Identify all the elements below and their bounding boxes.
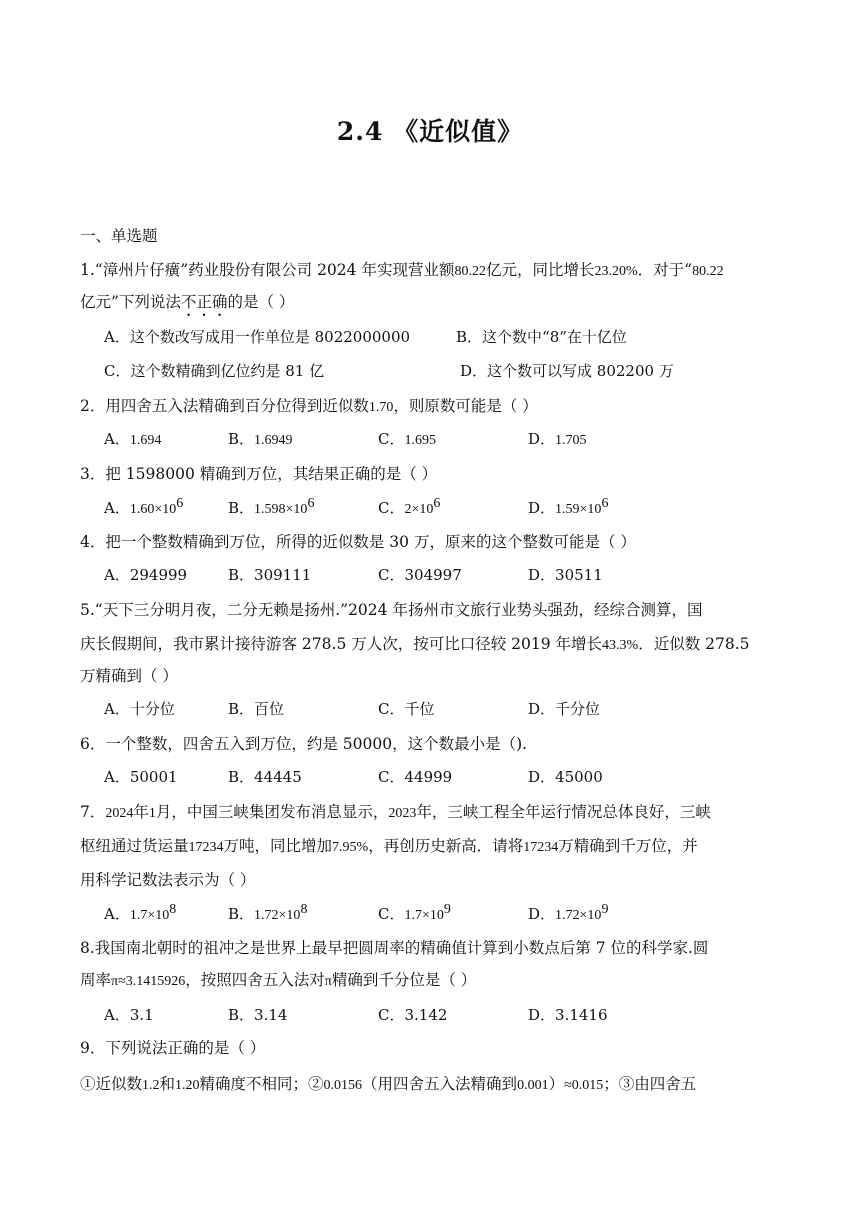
question-8-line-1: 8.我国南北朝时的祖冲之是世界上最早把圆周率的精确值计算到小数点后第 7 位的科学家.圆 [80,939,709,957]
question-4: 4．把一个整数精确到万位，所得的近似数是 30 万，原来的这个整数可能是（ ） [80,533,636,551]
q5-text: ．近似数 278.5 [638,635,750,653]
q4-option-a: A．294999 [104,566,188,584]
q6-option-b: B．44445 [228,768,302,786]
q3-option-c: C．$2\times 10^6$ [378,496,441,517]
q5-option-c: C．千位 [378,700,435,718]
q1-text: 亿元”下列说法 [80,293,181,311]
q3-option-b: B．$1.598\times 10^6$ [228,496,315,517]
q3-option-d: D．$1.59\times 10^6$ [528,496,609,517]
q1-emphasis: 不正确 [180,293,228,311]
q5-value: 43.3% [602,638,639,653]
q3-option-a: A．$1.60\times 10^6$ [104,496,184,517]
q8-option-d: D．3.1416 [528,1006,608,1024]
q2-value: 1.70 [368,400,394,415]
page-title: 2.4 《近似值》 [336,117,524,146]
question-5-line-2 [80,632,750,654]
q1-text: 亿元，同比增长 [485,261,595,279]
q1-text: 1.“漳州片仔癀”药业股份有限公司 2024 年实现营业额 [80,261,455,279]
q5-text: 庆长假期间，我市累计接待游客 278.5 万人次，按可比口径较 2019 年增长 [80,635,603,653]
q1-value: 23.20% [594,264,638,279]
q2-text: 2．用四舍五入法精确到百分位得到近似数 [80,397,369,415]
q4-option-b: B．309111 [228,566,312,584]
question-8-line-2: 周率π≈3.1415926，按照四舍五入法对π精确到千分位是（ ） [80,971,477,989]
q2-option-d: D．1.705 [528,430,587,448]
question-7-line-1: 7．2024年1月，中国三峡集团发布消息显示，2023年，三峡工程全年运行情况总体良好，三峡 [80,803,711,821]
q6-option-d: D．45000 [528,768,603,786]
q1-text: 的是（ ） [227,293,295,311]
q2-option-a: A．1.694 [104,430,162,448]
q1-text: ．对于“ [637,261,693,279]
q7-option-c: C．$1.7\times 10^9$ [378,902,451,923]
q1-option-c: C．这个数精确到亿位约是 81 亿 [104,362,325,380]
q6-option-a: A．50001 [104,768,178,786]
q1-option-b: B．这个数中“8”在十亿位 [456,328,627,346]
q5-option-d: D．千分位 [528,700,601,718]
section-heading: 一、单选题 [80,227,158,245]
q8-option-a: A．3.1 [104,1006,154,1024]
question-5-line-1: 5.“天下三分明月夜，二分无赖是扬州.”2024 年扬州市文旅行业势头强劲，经综合测算，国 [80,601,703,619]
q1-option-a: A．这个数改写成用一作单位是 8022000000 [104,328,411,346]
question-1-line-2 [80,290,294,320]
q5-option-a: A．十分位 [104,700,175,718]
question-6: 6．一个整数，四舍五入到万位，约是 50000，这个数最小是（). [80,735,528,753]
q1-value: 80.22 [454,264,486,279]
q8-option-b: B．3.14 [228,1006,288,1024]
q7-option-a: A．$1.7\times 10^8$ [104,902,177,923]
question-1-line-1 [80,258,724,280]
q5-option-b: B．百位 [228,700,285,718]
question-9-line-2: ①近似数1.2和1.20精确度不相同；②0.0156（用四舍五入法精确到0.001）≈0.015；③由四舍五 [80,1075,697,1093]
question-7-line-2: 枢纽通过货运量17234万吨，同比增加7.95%，再创历史新高．请将17234万精确到千万位，并 [80,837,698,855]
q2-option-c: C．1.695 [378,430,436,448]
q4-option-d: D．30511 [528,566,603,584]
q2-text: ，则原数可能是（ ） [393,397,538,415]
q1-value: 80.22 [692,264,724,279]
q1-option-d: D．这个数可以写成 802200 万 [460,362,674,380]
question-3: 3．把 1598000 精确到万位，其结果正确的是（ ） [80,465,438,483]
question-9: 9．下列说法正确的是（ ） [80,1039,266,1057]
q7-option-d: D．$1.72\times 10^9$ [528,902,609,923]
q4-option-c: C．304997 [378,566,462,584]
q7-option-b: B．$1.72\times 10^8$ [228,902,308,923]
q6-option-c: C．44999 [378,768,453,786]
q2-option-b: B．1.6949 [228,430,293,448]
question-2 [80,394,538,416]
question-7-line-3: 用科学记数法表示为（ ） [80,871,256,889]
question-5-line-3: 万精确到（ ） [80,667,178,685]
q8-option-c: C．3.142 [378,1006,448,1024]
